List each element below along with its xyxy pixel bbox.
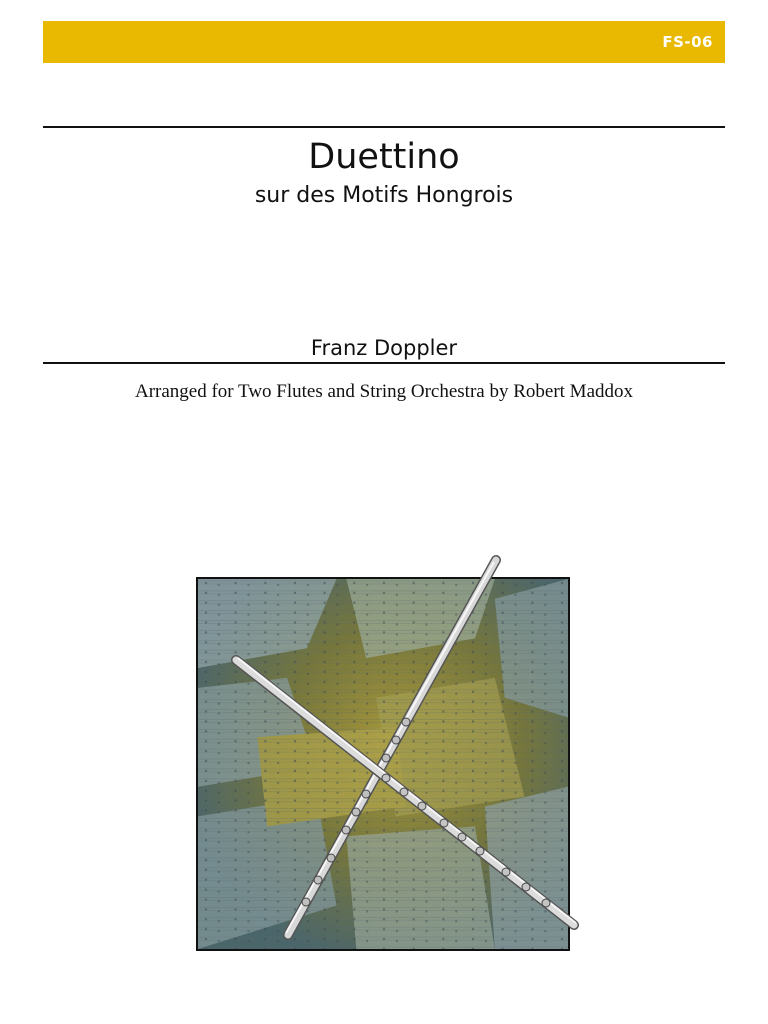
page-title: Duettino [308, 137, 460, 177]
top-divider [43, 126, 725, 128]
arrangement-credit: Arranged for Two Flutes and String Orchestra by Robert Maddox [134, 381, 634, 402]
page-subtitle: sur des Motifs Hongrois [254, 183, 514, 208]
flute-illustration-icon [196, 540, 616, 970]
composer-name: Franz Doppler [310, 336, 458, 360]
composer-divider [43, 362, 725, 364]
crossed-flutes-icon [196, 540, 616, 970]
catalog-banner [43, 21, 725, 63]
catalog-code: FS-06 [662, 33, 713, 51]
